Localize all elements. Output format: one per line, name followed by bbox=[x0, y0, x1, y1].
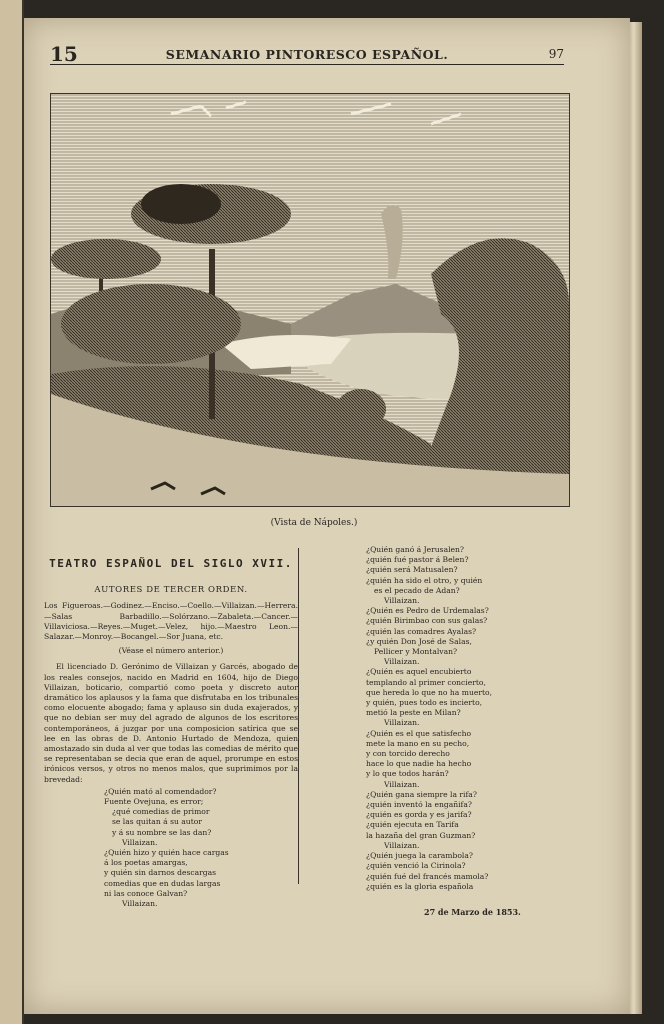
verse-line: ¿quién es la gloria española bbox=[366, 881, 474, 891]
article-subtitle: AUTORES DE TERCER ORDEN. bbox=[94, 585, 248, 596]
reference-note: (Véase el número anterior.) bbox=[118, 646, 224, 656]
verse-line: ¿Quién hizo y quién hace cargas bbox=[104, 848, 229, 858]
verse-line: ¿quién ha sido el otro, y quién bbox=[366, 575, 483, 585]
adjacent-page-edge bbox=[0, 0, 24, 1024]
page-number-right: 97 bbox=[548, 47, 564, 61]
verse-line: Pellicer y Montalvan? bbox=[374, 647, 458, 657]
verse-line: y quién, pues todo es incierto, bbox=[366, 698, 483, 708]
verse-line: Villaizan. bbox=[384, 779, 420, 789]
verse-line: ¿Quién es el que satisfecho bbox=[366, 728, 472, 738]
verse-line: ¿quién fué del francés mamola? bbox=[366, 871, 489, 881]
verse-line: ¿quién fué pastor á Belen? bbox=[366, 555, 469, 565]
verse-line: ¿qué comedias de primor bbox=[112, 807, 210, 817]
verse-line: es el pecado de Adan? bbox=[374, 585, 460, 595]
verse-line: la hazaña del gran Guzman? bbox=[366, 830, 476, 840]
verse-line: ni las conoce Galvan? bbox=[104, 888, 188, 898]
verse-line: templando al primer concierto, bbox=[366, 677, 486, 687]
article-title: TEATRO ESPAÑOL DEL SIGLO XVII. bbox=[49, 557, 293, 570]
book-page-edges bbox=[628, 22, 642, 1014]
verse-line: ¿Quién es aquel encubierto bbox=[366, 667, 472, 677]
verse-line: ¿Quién ganó á Jerusalen? bbox=[366, 545, 464, 554]
engraving-landscape-icon bbox=[50, 93, 570, 507]
verse-line: y lo que todos harán? bbox=[366, 769, 449, 779]
verse-line: y quién sin darnos descargas bbox=[104, 868, 217, 878]
verse-left bbox=[44, 787, 298, 909]
verse-line: metió la peste en Milan? bbox=[366, 708, 461, 718]
column-divider bbox=[298, 548, 299, 884]
running-title: SEMANARIO PINTORESCO ESPAÑOL. bbox=[165, 47, 449, 62]
page-number-left: 15 bbox=[50, 42, 78, 66]
article-right-column bbox=[316, 545, 566, 892]
verse-line: que hereda lo que no ha muerto, bbox=[366, 687, 493, 697]
verse-line: Villaizan. bbox=[384, 840, 420, 850]
verse-line: á los poetas amargas, bbox=[104, 858, 188, 868]
verse-line: Villaizan. bbox=[384, 657, 420, 667]
article-left-column bbox=[44, 545, 298, 909]
verse-line: ¿Quién juega la carambola? bbox=[366, 851, 473, 861]
verse-line: ¿quién las comadres Ayalas? bbox=[366, 626, 477, 636]
verse-line: ¿Quién gana siempre la rifa? bbox=[366, 789, 477, 799]
verse-line: Villaizan. bbox=[122, 837, 158, 847]
authors-list: Los Figueroas.—Godinez.—Enciso.—Coello.—Villaizan.—Herrera.—Salas Barbadillo.—Solórzano.—Zabaleta.—Cancer.—Villaviciosa.—Reyes.—Muget.—Velez, hijo.—Maestro Leon.—Salazar.—Monroy.—Bocangel.—Sor Juana, etc. bbox=[44, 601, 298, 642]
verse-line: ¿quién Birimbao con sus galas? bbox=[366, 616, 488, 626]
illustration-caption: (Vista de Nápoles.) bbox=[270, 518, 358, 528]
verse-line: Villaizan. bbox=[122, 899, 158, 909]
body-paragraph: El licenciado D. Gerónimo de Villaizan y Garcés, abogado de los reales consejos, nacido en Madrid en 1604, hijo de Diego Villaizan, boticario, compartió como poeta y discreto autor dramático los aplausos y la fama que disfrutaba en los tribunales como elocuente abogado; fama y aplauso sin duda exajerados, y que no debian ser muy del agrado de algunos de los escritores contemporáneos, á juzgar por una composicion satírica que se lee en las obras de D. Antonio Hurtado de Mendoza, quien amostazado sin duda al ver que todas las comedias de mérito que se representaban se decia que eran de aquel, prorumpe en estos irónicos versos, y otros no menos malos, que suprimimos por la brevedad: bbox=[44, 662, 298, 784]
verse-line: ¿quién será Matusalen? bbox=[366, 565, 458, 575]
verse-line: mete la mano en su pecho, bbox=[366, 738, 470, 748]
verse-line: ¿quién venció la Cirinola? bbox=[366, 861, 466, 871]
page-header bbox=[50, 42, 564, 65]
verse-line: ¿quién inventó la engañifa? bbox=[366, 800, 472, 810]
verse-line: y á su nombre se las dan? bbox=[112, 827, 212, 837]
publication-date: 27 de Marzo de 1853. bbox=[424, 907, 521, 917]
verse-line: y con torcido derecho bbox=[366, 749, 450, 759]
verse-line: ¿Quién mató al comendador? bbox=[104, 786, 217, 796]
verse-line: comedias que en dudas largas bbox=[104, 878, 221, 888]
verse-line: Fuente Ovejuna, es error; bbox=[104, 797, 204, 807]
verse-right bbox=[316, 545, 566, 892]
verse-line: ¿quién es gorda y es jarifa? bbox=[366, 810, 472, 820]
verse-line: se las quitan á su autor bbox=[112, 817, 202, 827]
verse-line: ¿quién ejecuta en Tarifa bbox=[366, 820, 459, 830]
verse-line: ¿y quién Don José de Salas, bbox=[366, 636, 472, 646]
verse-line: hace lo que nadie ha hecho bbox=[366, 759, 472, 769]
verse-line: Villaizan. bbox=[384, 718, 420, 728]
verse-line: Villaizan. bbox=[384, 596, 420, 606]
verse-line: ¿Quién es Pedro de Urdemalas? bbox=[366, 606, 489, 616]
